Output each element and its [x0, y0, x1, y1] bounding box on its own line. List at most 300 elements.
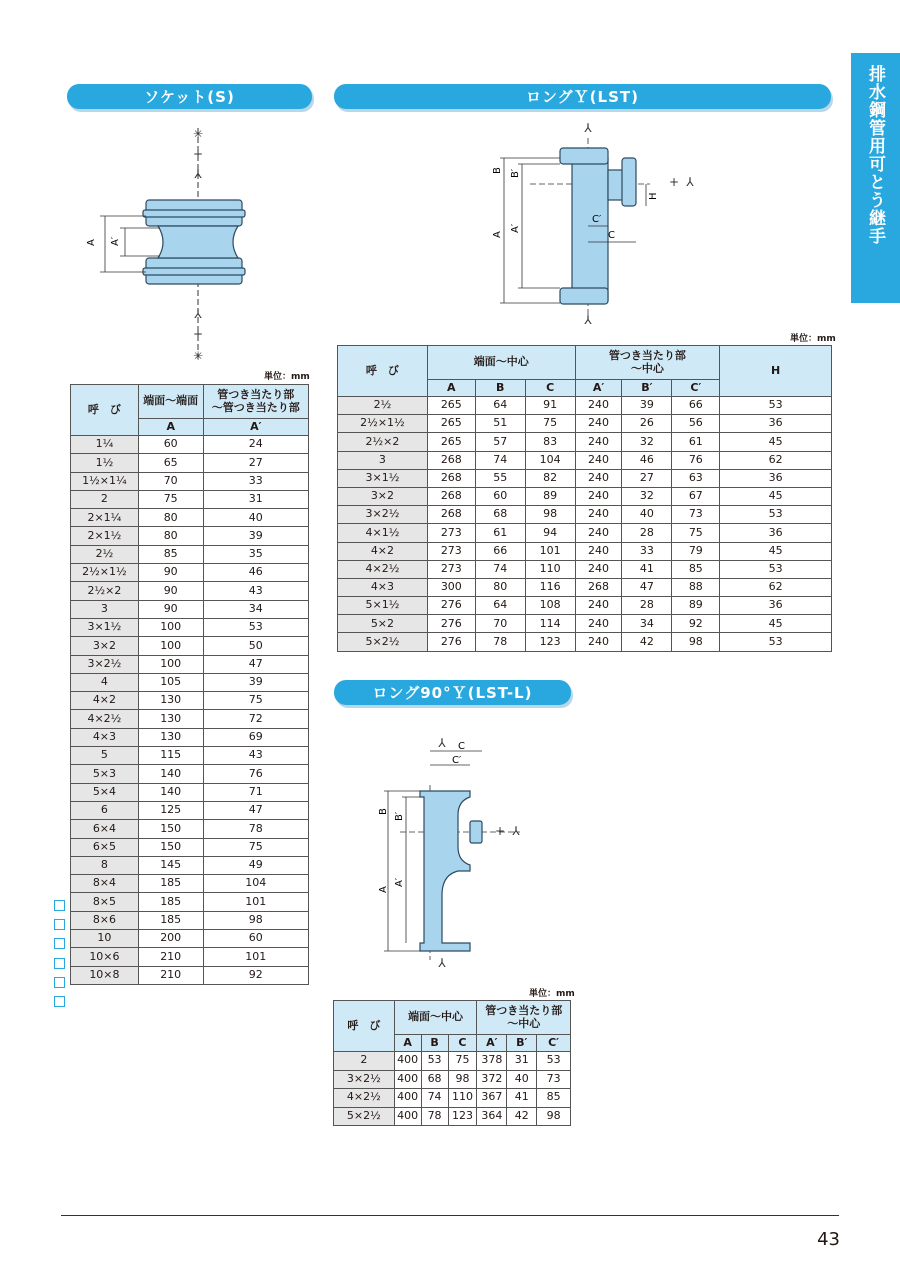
row-value-cell: 240 [575, 542, 622, 560]
row-size-cell: 1½×1¼ [71, 472, 139, 490]
lstl-title: ロング90°Ｙ(LST-L) [334, 680, 571, 705]
row-value-cell: 61 [475, 524, 525, 542]
table-row [71, 509, 309, 527]
lst-dim-a: A [492, 231, 503, 238]
table-row [338, 597, 832, 615]
table-row [71, 710, 309, 728]
row-value-cell: 73 [672, 506, 720, 524]
row-value-cell: 27 [622, 469, 672, 487]
table-row [71, 618, 309, 636]
row-value-cell: 80 [475, 578, 525, 596]
lstl-col-c-prime: C′ [537, 1035, 571, 1052]
row-value-cell: 63 [672, 469, 720, 487]
row-value-cell: 98 [537, 1107, 571, 1126]
row-value-cell: 108 [525, 597, 575, 615]
lst-header-h: H [720, 346, 832, 397]
svg-text:⅄: ⅄ [194, 167, 202, 181]
table-row [71, 436, 309, 454]
row-size-cell: 2½×1½ [338, 415, 428, 433]
table-row [71, 801, 309, 819]
row-value-cell: 27 [203, 454, 308, 472]
checkbox-10x6[interactable] [54, 977, 65, 988]
row-value-cell: 39 [203, 527, 308, 545]
lstl-col-a-prime: A′ [477, 1035, 507, 1052]
row-size-cell: 5×1½ [338, 597, 428, 615]
row-size-cell: 8×6 [71, 911, 139, 929]
socket-diagram [80, 120, 300, 370]
row-value-cell: 110 [525, 560, 575, 578]
row-value-cell: 33 [203, 472, 308, 490]
row-value-cell: 31 [507, 1052, 537, 1071]
row-value-cell: 60 [138, 436, 203, 454]
row-size-cell: 5×3 [71, 765, 139, 783]
socket-header-a-prime: A′ [203, 419, 308, 436]
lstl-header-g1: 端面〜中心 [394, 1001, 477, 1035]
row-value-cell: 105 [138, 673, 203, 691]
socket-header-yobi: 呼 び [71, 385, 139, 436]
row-value-cell: 94 [525, 524, 575, 542]
row-value-cell: 32 [622, 433, 672, 451]
row-size-cell: 3×2 [338, 487, 428, 505]
socket-header-a: A [138, 419, 203, 436]
row-value-cell: 62 [720, 578, 832, 596]
row-value-cell: 45 [720, 615, 832, 633]
checkbox-10[interactable] [54, 958, 65, 969]
row-value-cell: 240 [575, 397, 622, 415]
row-value-cell: 276 [427, 615, 475, 633]
socket-dim-a-prime: A′ [110, 236, 121, 246]
row-value-cell: 69 [203, 728, 308, 746]
lstl-header-yobi: 呼 び [334, 1001, 395, 1052]
checkbox-8x5[interactable] [54, 919, 65, 930]
row-value-cell: 150 [138, 820, 203, 838]
lst-header-g2: 管つき当たり部 〜中心 [575, 346, 720, 380]
row-value-cell: 57 [475, 433, 525, 451]
row-size-cell: 2 [334, 1052, 395, 1071]
checkbox-10x8[interactable] [54, 996, 65, 1007]
lstl-table [333, 1000, 571, 1126]
row-value-cell: 39 [203, 673, 308, 691]
row-value-cell: 400 [394, 1070, 421, 1089]
table-row [338, 433, 832, 451]
row-value-cell: 145 [138, 856, 203, 874]
row-value-cell: 36 [720, 469, 832, 487]
row-value-cell: 265 [427, 397, 475, 415]
row-value-cell: 185 [138, 893, 203, 911]
row-value-cell: 53 [203, 618, 308, 636]
lstl-header-g2: 管つき当たり部 〜中心 [477, 1001, 571, 1035]
row-value-cell: 240 [575, 433, 622, 451]
lst-dim-c: C [608, 230, 615, 241]
row-value-cell: 78 [421, 1107, 448, 1126]
row-value-cell: 45 [720, 542, 832, 560]
row-value-cell: 83 [525, 433, 575, 451]
lstl-col-a: A [394, 1035, 421, 1052]
row-value-cell: 53 [421, 1052, 448, 1071]
row-value-cell: 80 [138, 509, 203, 527]
row-value-cell: 68 [475, 506, 525, 524]
row-value-cell: 130 [138, 692, 203, 710]
table-row [338, 542, 832, 560]
socket-dim-a: A [86, 239, 97, 246]
lstl-dim-c: C [458, 741, 465, 752]
row-size-cell: 4×3 [71, 728, 139, 746]
row-value-cell: 367 [477, 1089, 507, 1108]
row-value-cell: 91 [525, 397, 575, 415]
row-value-cell: 33 [622, 542, 672, 560]
row-value-cell: 40 [203, 509, 308, 527]
row-value-cell: 98 [525, 506, 575, 524]
row-value-cell: 101 [525, 542, 575, 560]
row-size-cell: 5×2½ [334, 1107, 395, 1126]
lst-col-c-prime: C′ [672, 380, 720, 397]
row-value-cell: 268 [427, 469, 475, 487]
svg-text:+: + [494, 824, 506, 838]
row-size-cell: 4×3 [338, 578, 428, 596]
row-value-cell: 45 [720, 487, 832, 505]
row-value-cell: 300 [427, 578, 475, 596]
row-size-cell: 5×2 [338, 615, 428, 633]
row-value-cell: 74 [475, 451, 525, 469]
lstl-col-b-prime: B′ [507, 1035, 537, 1052]
row-value-cell: 268 [575, 578, 622, 596]
row-value-cell: 240 [575, 451, 622, 469]
row-value-cell: 41 [622, 560, 672, 578]
row-value-cell: 85 [138, 545, 203, 563]
row-value-cell: 43 [203, 747, 308, 765]
row-value-cell: 100 [138, 618, 203, 636]
row-value-cell: 265 [427, 415, 475, 433]
svg-text:+: + [668, 175, 680, 189]
socket-header-g1: 端面〜端面 [138, 385, 203, 419]
lstl-dim-b-prime: B′ [394, 811, 405, 821]
row-value-cell: 98 [448, 1070, 477, 1089]
row-size-cell: 6×5 [71, 838, 139, 856]
lst-dim-c-prime: C′ [592, 214, 602, 225]
row-value-cell: 75 [203, 692, 308, 710]
row-value-cell: 36 [720, 597, 832, 615]
row-size-cell: 2×1½ [71, 527, 139, 545]
svg-text:⅄: ⅄ [438, 956, 446, 970]
lst-dim-a-prime: A′ [510, 223, 521, 233]
row-value-cell: 39 [622, 397, 672, 415]
lstl-col-b: B [421, 1035, 448, 1052]
row-size-cell: 8 [71, 856, 139, 874]
row-size-cell: 3 [71, 600, 139, 618]
row-value-cell: 268 [427, 506, 475, 524]
table-row [71, 673, 309, 691]
row-value-cell: 74 [475, 560, 525, 578]
row-value-cell: 240 [575, 615, 622, 633]
lst-table [337, 345, 832, 652]
row-value-cell: 28 [622, 597, 672, 615]
svg-text:✳: ✳ [192, 349, 204, 363]
row-value-cell: 90 [138, 582, 203, 600]
row-value-cell: 45 [720, 433, 832, 451]
lst-title: ロングＹ(LST) [334, 84, 831, 109]
row-value-cell: 100 [138, 637, 203, 655]
row-value-cell: 210 [138, 948, 203, 966]
row-value-cell: 28 [622, 524, 672, 542]
row-value-cell: 34 [622, 615, 672, 633]
row-value-cell: 85 [537, 1089, 571, 1108]
lstl-dim-a-prime: A′ [394, 877, 405, 887]
row-value-cell: 140 [138, 765, 203, 783]
lst-dim-h: H [648, 192, 659, 200]
row-value-cell: 42 [507, 1107, 537, 1126]
row-value-cell: 80 [138, 527, 203, 545]
checkbox-8x4[interactable] [54, 900, 65, 911]
row-value-cell: 400 [394, 1089, 421, 1108]
row-value-cell: 64 [475, 397, 525, 415]
row-value-cell: 130 [138, 728, 203, 746]
lst-dim-b: B [492, 167, 503, 174]
table-row [71, 783, 309, 801]
row-value-cell: 47 [203, 801, 308, 819]
svg-text:⅄: ⅄ [512, 824, 520, 838]
row-size-cell: 4×2½ [71, 710, 139, 728]
row-value-cell: 89 [525, 487, 575, 505]
row-value-cell: 240 [575, 487, 622, 505]
table-row [71, 838, 309, 856]
row-value-cell: 276 [427, 597, 475, 615]
svg-text:+: + [192, 327, 204, 341]
row-value-cell: 66 [475, 542, 525, 560]
table-row [71, 911, 309, 929]
lst-unit: 単位：mm [790, 334, 836, 344]
row-value-cell: 240 [575, 560, 622, 578]
row-size-cell: 2 [71, 490, 139, 508]
table-row [338, 469, 832, 487]
row-size-cell: 1½ [71, 454, 139, 472]
row-size-cell: 2½×2 [338, 433, 428, 451]
checkbox-8x6[interactable] [54, 938, 65, 949]
row-value-cell: 268 [427, 451, 475, 469]
table-row [71, 582, 309, 600]
row-value-cell: 36 [720, 415, 832, 433]
row-value-cell: 64 [475, 597, 525, 615]
svg-text:⅄: ⅄ [584, 121, 592, 135]
row-value-cell: 56 [672, 415, 720, 433]
row-value-cell: 76 [203, 765, 308, 783]
row-size-cell: 3×2½ [334, 1070, 395, 1089]
socket-title: ソケット(S) [67, 84, 312, 109]
table-row [71, 454, 309, 472]
svg-text:⅄: ⅄ [686, 175, 694, 189]
table-row [71, 728, 309, 746]
row-value-cell: 53 [537, 1052, 571, 1071]
row-value-cell: 98 [203, 911, 308, 929]
row-value-cell: 70 [475, 615, 525, 633]
lstl-dim-b: B [378, 808, 389, 815]
row-size-cell: 2½ [338, 397, 428, 415]
row-value-cell: 71 [203, 783, 308, 801]
row-value-cell: 114 [525, 615, 575, 633]
row-value-cell: 26 [622, 415, 672, 433]
row-value-cell: 49 [203, 856, 308, 874]
table-row [71, 545, 309, 563]
row-value-cell: 73 [537, 1070, 571, 1089]
lst-header-g1: 端面〜中心 [427, 346, 575, 380]
row-value-cell: 101 [203, 893, 308, 911]
row-value-cell: 125 [138, 801, 203, 819]
table-row [71, 856, 309, 874]
table-row [71, 966, 309, 984]
row-size-cell: 1¼ [71, 436, 139, 454]
table-row [338, 578, 832, 596]
table-row [71, 490, 309, 508]
row-size-cell: 2½ [71, 545, 139, 563]
row-value-cell: 140 [138, 783, 203, 801]
row-size-cell: 3×2 [71, 637, 139, 655]
row-size-cell: 2½×2 [71, 582, 139, 600]
row-value-cell: 101 [203, 948, 308, 966]
table-row [71, 692, 309, 710]
row-value-cell: 47 [203, 655, 308, 673]
row-value-cell: 46 [203, 564, 308, 582]
row-size-cell: 3×2½ [338, 506, 428, 524]
row-value-cell: 89 [672, 597, 720, 615]
lstl-diagram [370, 735, 540, 975]
table-row [334, 1089, 571, 1108]
row-size-cell: 4×1½ [338, 524, 428, 542]
page-number: 43 [817, 1229, 840, 1250]
row-value-cell: 210 [138, 966, 203, 984]
table-row [334, 1070, 571, 1089]
row-value-cell: 42 [622, 633, 672, 651]
row-value-cell: 31 [203, 490, 308, 508]
row-value-cell: 65 [138, 454, 203, 472]
table-row [71, 765, 309, 783]
row-value-cell: 104 [525, 451, 575, 469]
row-value-cell: 75 [203, 838, 308, 856]
row-value-cell: 88 [672, 578, 720, 596]
row-value-cell: 50 [203, 637, 308, 655]
row-value-cell: 75 [138, 490, 203, 508]
row-value-cell: 40 [622, 506, 672, 524]
row-size-cell: 3×2½ [71, 655, 139, 673]
table-row [71, 637, 309, 655]
table-row [71, 747, 309, 765]
table-row [338, 615, 832, 633]
row-value-cell: 240 [575, 506, 622, 524]
row-value-cell: 110 [448, 1089, 477, 1108]
row-value-cell: 123 [525, 633, 575, 651]
svg-text:⅄: ⅄ [438, 736, 446, 750]
row-size-cell: 4×2 [338, 542, 428, 560]
row-value-cell: 60 [475, 487, 525, 505]
row-value-cell: 41 [507, 1089, 537, 1108]
row-value-cell: 90 [138, 564, 203, 582]
row-value-cell: 78 [203, 820, 308, 838]
row-size-cell: 3×1½ [71, 618, 139, 636]
table-row [338, 397, 832, 415]
row-value-cell: 66 [672, 397, 720, 415]
row-value-cell: 378 [477, 1052, 507, 1071]
table-row [71, 600, 309, 618]
table-row [334, 1052, 571, 1071]
table-row [71, 527, 309, 545]
row-value-cell: 240 [575, 524, 622, 542]
svg-text:⅄: ⅄ [584, 313, 592, 327]
row-value-cell: 46 [622, 451, 672, 469]
row-size-cell: 5 [71, 747, 139, 765]
row-value-cell: 79 [672, 542, 720, 560]
lst-col-b-prime: B′ [622, 380, 672, 397]
table-row [71, 472, 309, 490]
row-value-cell: 40 [507, 1070, 537, 1089]
row-value-cell: 34 [203, 600, 308, 618]
row-value-cell: 76 [672, 451, 720, 469]
lstl-col-c: C [448, 1035, 477, 1052]
row-size-cell: 4×2½ [338, 560, 428, 578]
row-value-cell: 47 [622, 578, 672, 596]
row-value-cell: 115 [138, 747, 203, 765]
lst-col-a: A [427, 380, 475, 397]
row-size-cell: 4×2 [71, 692, 139, 710]
row-size-cell: 5×2½ [338, 633, 428, 651]
row-size-cell: 8×5 [71, 893, 139, 911]
row-value-cell: 265 [427, 433, 475, 451]
row-value-cell: 273 [427, 542, 475, 560]
row-value-cell: 55 [475, 469, 525, 487]
row-size-cell: 2×1¼ [71, 509, 139, 527]
table-row [338, 487, 832, 505]
table-row [338, 506, 832, 524]
lstl-dim-c-prime: C′ [452, 755, 462, 766]
sidebar-tab [851, 53, 900, 303]
row-value-cell: 400 [394, 1052, 421, 1071]
row-value-cell: 60 [203, 930, 308, 948]
row-value-cell: 53 [720, 633, 832, 651]
table-row [71, 948, 309, 966]
socket-unit: 単位：mm [264, 372, 310, 382]
row-value-cell: 372 [477, 1070, 507, 1089]
row-value-cell: 85 [672, 560, 720, 578]
lst-col-a-prime: A′ [575, 380, 622, 397]
row-size-cell: 3 [338, 451, 428, 469]
row-size-cell: 10×6 [71, 948, 139, 966]
row-value-cell: 92 [203, 966, 308, 984]
lst-col-b: B [475, 380, 525, 397]
row-value-cell: 70 [138, 472, 203, 490]
row-value-cell: 53 [720, 560, 832, 578]
row-value-cell: 276 [427, 633, 475, 651]
table-row [338, 415, 832, 433]
row-value-cell: 268 [427, 487, 475, 505]
row-value-cell: 72 [203, 710, 308, 728]
row-value-cell: 104 [203, 875, 308, 893]
table-row [71, 893, 309, 911]
table-row [338, 560, 832, 578]
row-value-cell: 98 [672, 633, 720, 651]
row-value-cell: 82 [525, 469, 575, 487]
row-value-cell: 75 [525, 415, 575, 433]
table-row [71, 564, 309, 582]
row-value-cell: 273 [427, 524, 475, 542]
row-size-cell: 6×4 [71, 820, 139, 838]
table-row [71, 820, 309, 838]
row-value-cell: 43 [203, 582, 308, 600]
row-value-cell: 185 [138, 875, 203, 893]
row-value-cell: 75 [448, 1052, 477, 1071]
table-row [71, 930, 309, 948]
row-size-cell: 5×4 [71, 783, 139, 801]
socket-header-g2: 管つき当たり部 〜管つき当たり部 [203, 385, 308, 419]
row-value-cell: 53 [720, 506, 832, 524]
lstl-dim-a: A [378, 886, 389, 893]
row-value-cell: 240 [575, 415, 622, 433]
